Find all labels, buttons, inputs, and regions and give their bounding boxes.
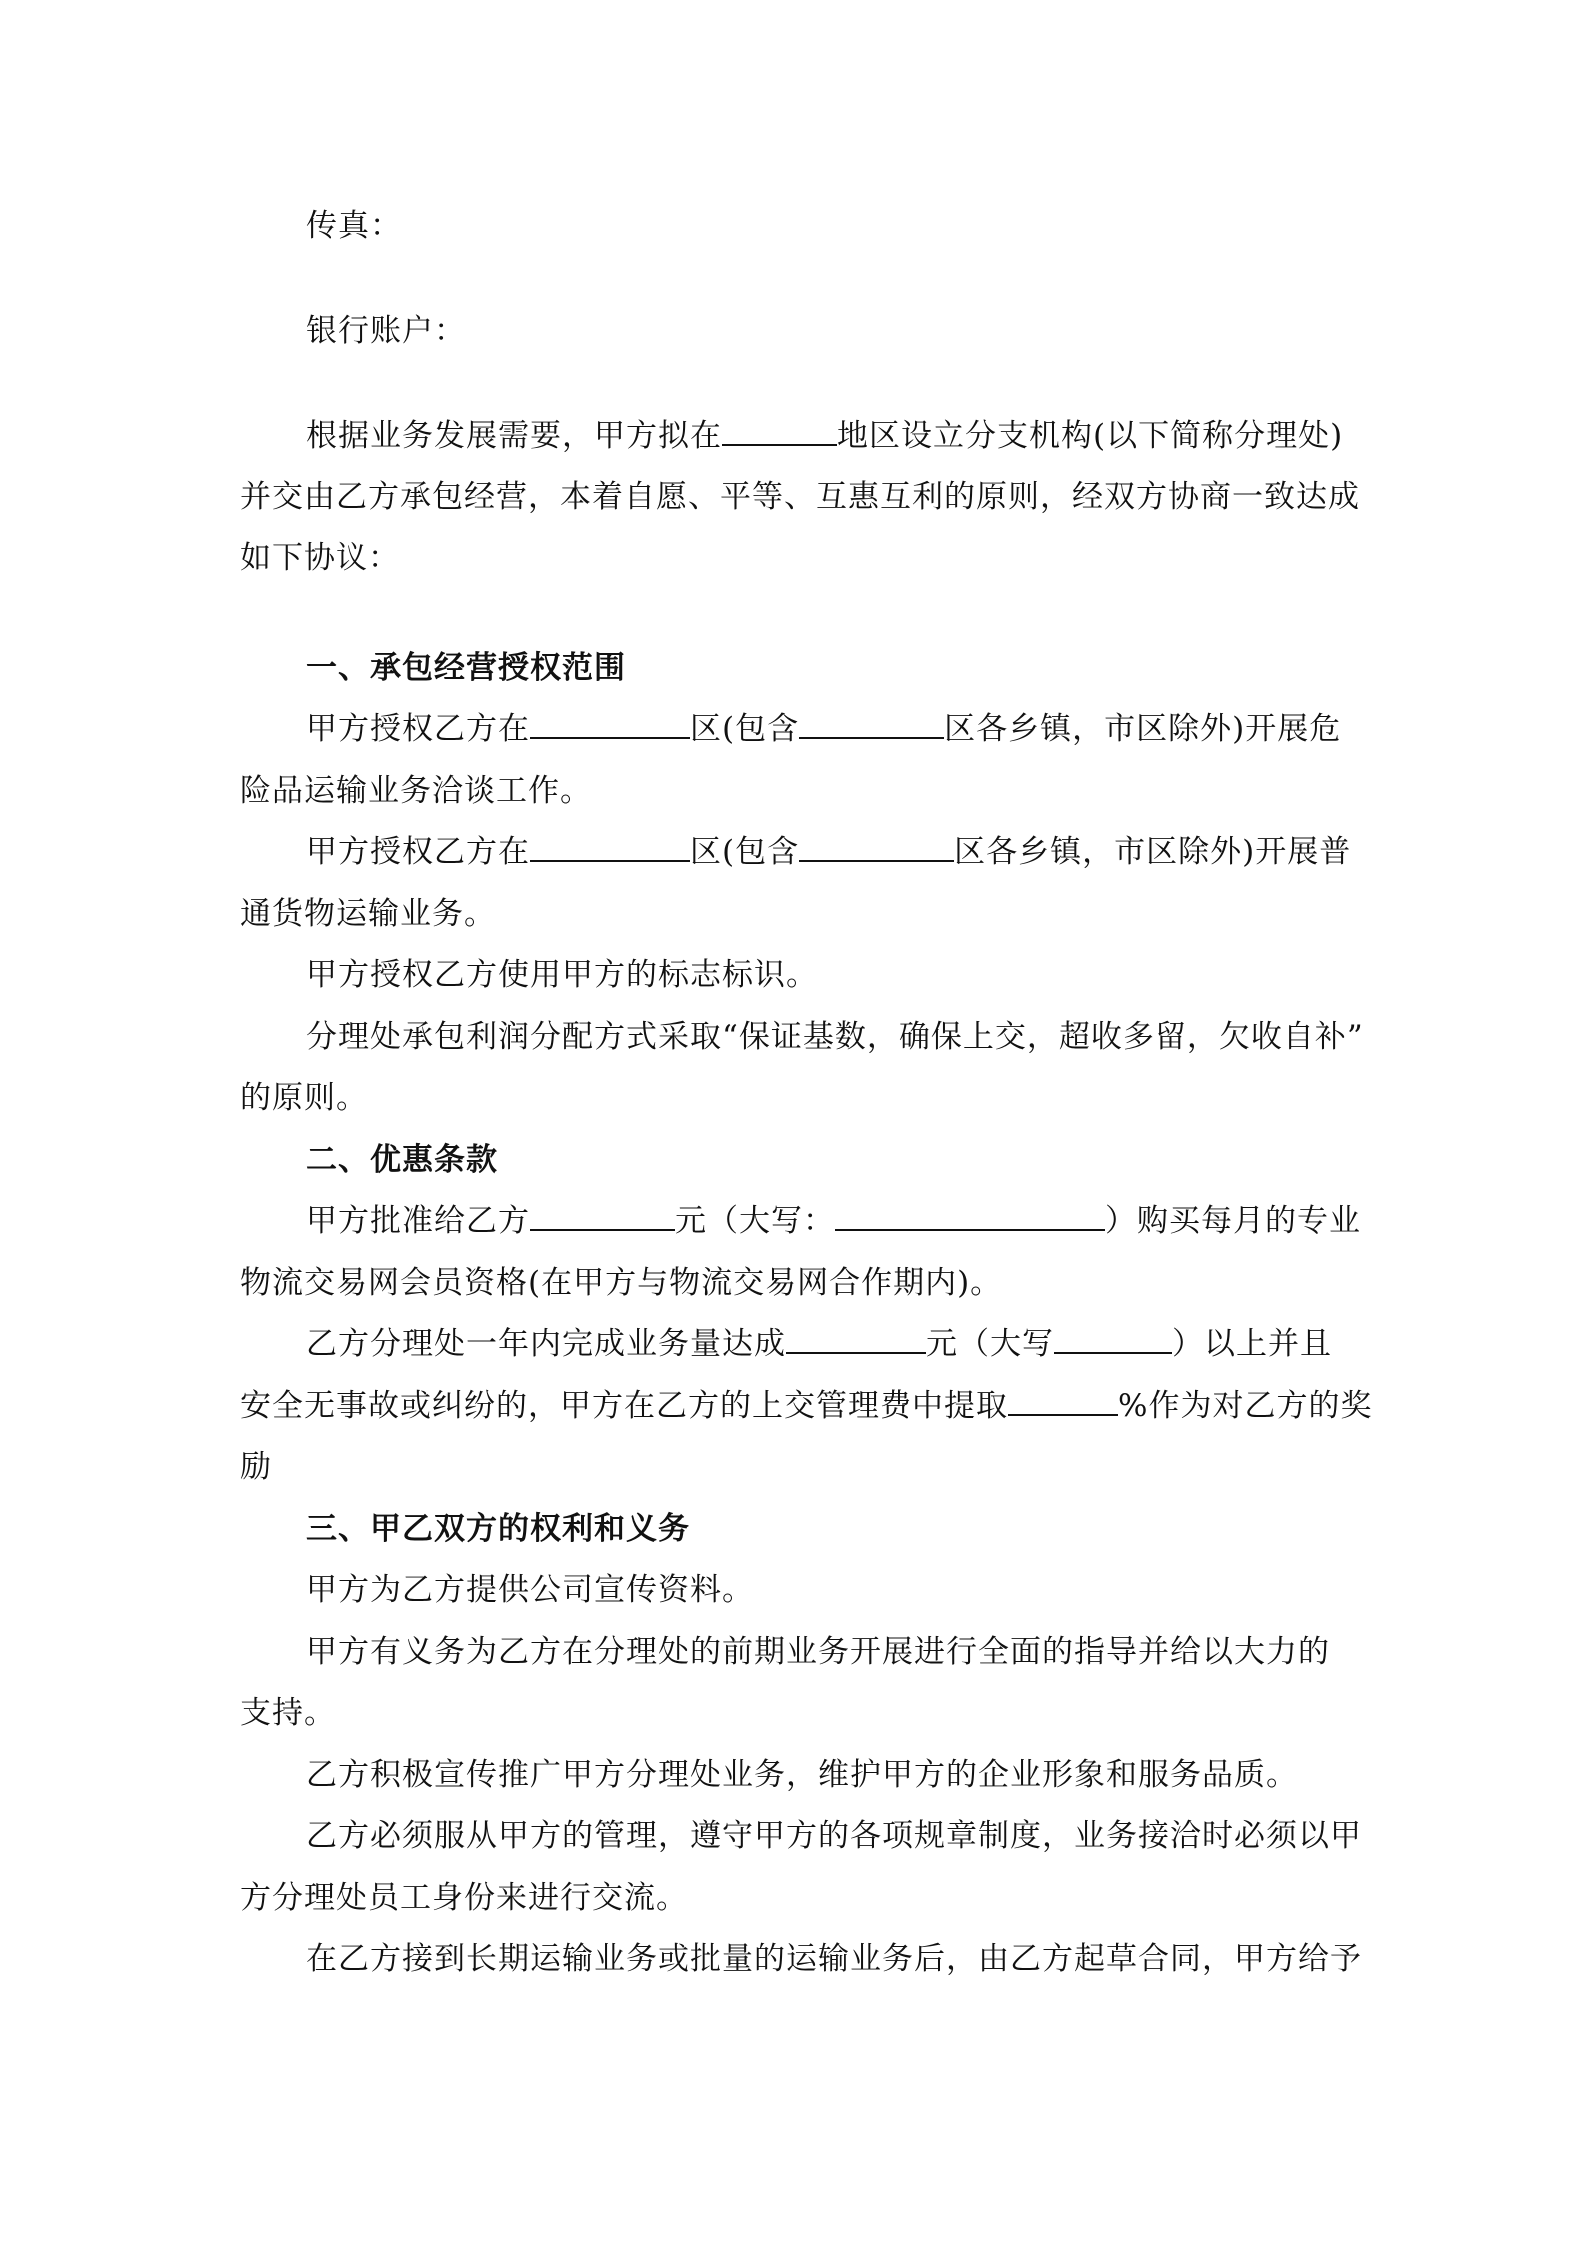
intro-text: 根据业务发展需要，甲方拟在	[306, 418, 722, 454]
district-blank	[530, 832, 690, 862]
section-1-clause-b-line-1	[306, 832, 1426, 872]
section-3-clause-e-line-1: 在乙方接到长期运输业务或批量的运输业务后，由乙方起草合同，甲方给予	[306, 1941, 1362, 1977]
section-1-clause-d-line-1: 分理处承包利润分配方式采取“保证基数，确保上交，超收多留，欠收自补”	[306, 1019, 1364, 1055]
clause-text: 元（大写	[926, 1326, 1054, 1362]
section-3-clause-c: 乙方积极宣传推广甲方分理处业务，维护甲方的企业形象和服务品质。	[306, 1757, 1298, 1793]
percent-blank	[1008, 1386, 1118, 1416]
region-blank	[722, 416, 837, 446]
section-1-clause-a-line-1	[306, 709, 1426, 749]
section-2-clause-a-line-1	[306, 1201, 1426, 1241]
district-blank	[799, 709, 944, 739]
clause-text: %作为对乙方的奖	[1118, 1388, 1373, 1424]
section-3-clause-b-line-2: 支持。	[240, 1695, 336, 1731]
section-2-clause-b-line-2	[240, 1386, 1373, 1426]
clause-text: 乙方分理处一年内完成业务量达成	[306, 1326, 786, 1362]
section-1-clause-b-line-2: 通货物运输业务。	[240, 896, 496, 932]
clause-text: 甲方批准给乙方	[306, 1203, 530, 1239]
section-3-clause-a: 甲方为乙方提供公司宣传资料。	[306, 1572, 754, 1608]
section-3-heading: 三、甲乙双方的权利和义务	[306, 1511, 690, 1547]
intro-paragraph-line-1	[306, 416, 1426, 456]
section-2-clause-a-line-2: 物流交易网会员资格(在甲方与物流交易网合作期内)。	[240, 1265, 1003, 1301]
district-blank	[799, 832, 954, 862]
amount-words-blank	[835, 1201, 1105, 1231]
section-2-clause-b-line-1	[306, 1324, 1426, 1364]
section-3-clause-b-line-1: 甲方有义务为乙方在分理处的前期业务开展进行全面的指导并给以大力的	[306, 1634, 1330, 1670]
intro-paragraph-line-3: 如下协议：	[240, 540, 400, 576]
clause-text: 区各乡镇，市区除外)开展普	[954, 834, 1352, 870]
intro-text: 地区设立分支机构(以下简称分理处)	[837, 418, 1344, 454]
clause-text: 区(包含	[690, 711, 800, 747]
amount-blank	[786, 1324, 926, 1354]
section-3-clause-d-line-2: 方分理处员工身份来进行交流。	[240, 1880, 688, 1916]
section-2-clause-b-line-3: 励	[240, 1449, 272, 1485]
clause-text: 元（大写：	[675, 1203, 835, 1239]
clause-text: 甲方授权乙方在	[306, 834, 530, 870]
section-1-heading: 一、承包经营授权范围	[306, 650, 626, 686]
amount-words-blank	[1054, 1324, 1172, 1354]
intro-paragraph-line-2: 并交由乙方承包经营，本着自愿、平等、互惠互利的原则，经双方协商一致达成	[240, 479, 1360, 515]
section-1-clause-d-line-2: 的原则。	[240, 1080, 368, 1116]
clause-text: 甲方授权乙方在	[306, 711, 530, 747]
clause-text: 安全无事故或纠纷的，甲方在乙方的上交管理费中提取	[240, 1388, 1008, 1424]
clause-text: 区各乡镇，市区除外)开展危	[944, 711, 1342, 747]
section-3-clause-d-line-1: 乙方必须服从甲方的管理，遵守甲方的各项规章制度，业务接洽时必须以甲	[306, 1818, 1362, 1854]
clause-text: 区(包含	[690, 834, 800, 870]
section-1-clause-a-line-2: 险品运输业务洽谈工作。	[240, 773, 592, 809]
fax-label: 传真：	[306, 208, 402, 244]
clause-text: ）购买每月的专业	[1105, 1203, 1361, 1239]
amount-blank	[530, 1201, 675, 1231]
bank-account-label: 银行账户：	[306, 313, 466, 349]
district-blank	[530, 709, 690, 739]
section-1-clause-c: 甲方授权乙方使用甲方的标志标识。	[306, 957, 818, 993]
clause-text: ）以上并且	[1172, 1326, 1332, 1362]
section-2-heading: 二、优惠条款	[306, 1142, 498, 1178]
